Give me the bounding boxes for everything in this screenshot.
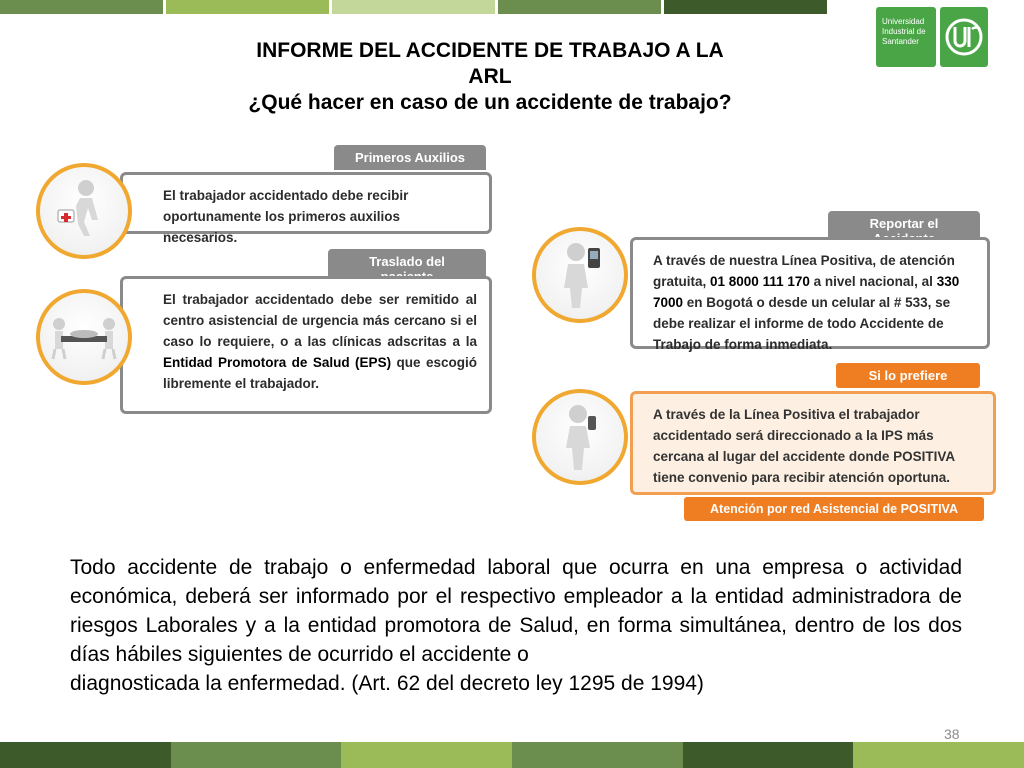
phone-number: 01 8000 111 170	[710, 274, 810, 289]
paragraph-text: diagnosticada la enfermedad. (Art. 62 del decreto ley 1295 de 1994)	[70, 672, 704, 695]
bottom-stripe	[0, 742, 1024, 768]
logo-mark-icon	[940, 7, 988, 67]
stripe-segment	[498, 0, 661, 14]
card-text: A través de la Línea Positiva el trabajador accidentado será direccionado a la IPS más cercana al lugar del accidente donde POSITIVA tiene convenio para recibir atención oportuna.	[653, 407, 955, 485]
logo-line: Santander	[882, 37, 919, 46]
card-text: A través de nuestra Línea Positiva, de atención gratuita,	[653, 253, 955, 289]
person-phone-figure-icon	[532, 389, 628, 485]
logo-line: Universidad	[882, 17, 925, 26]
accident-infographic	[28, 135, 998, 530]
stretcher-figure-icon	[36, 289, 132, 385]
stripe-segment	[0, 742, 171, 768]
logo-text	[876, 7, 936, 67]
phone-number: 330 7000	[653, 274, 960, 310]
title-subtitle: ¿Qué hacer en caso de un accidente de trabajo?	[248, 91, 732, 114]
paragraph-text: Todo accidente de trabajo o enfermedad laboral que ocurra en una empresa o actividad económica, deberá ser informado por el respectivo empleador a la entidad administradora de riesgos Laborales y a la entidad promotora de Salud, en forma simultánea, dentro de los dos días hábiles siguientes de ocurrido el accidente o	[70, 556, 962, 666]
tab-primeros-auxilios: Primeros Auxilios	[334, 145, 486, 170]
card-text: en Bogotá o desde un celular al # 533, se debe realizar el informe de todo Accidente de Trabajo de forma inmediata.	[653, 295, 951, 352]
card-si-lo-prefiere	[630, 391, 996, 495]
card-text-bold: Entidad Promotora de Salud (EPS)	[163, 355, 392, 370]
tab-traslado-paciente: Traslado del	[328, 249, 486, 289]
first-aid-figure-icon	[36, 163, 132, 259]
card-text: que escogió libremente el trabajador.	[163, 355, 477, 391]
phone-figure-icon	[532, 227, 628, 323]
tab-reportar-accidente: Reportar el	[828, 211, 980, 251]
logo-line: Industrial de	[882, 27, 926, 36]
top-stripe	[0, 0, 830, 14]
stripe-segment	[664, 0, 827, 14]
stripe-segment	[0, 0, 163, 14]
stripe-segment	[166, 0, 329, 14]
card-text: El trabajador accidentado debe ser remitido al centro asistencial de urgencia más cercano si el caso lo requiere, o a las clínicas adscritas a la	[163, 292, 477, 349]
slide-title	[150, 38, 830, 116]
stripe-segment	[171, 742, 342, 768]
card-text: a nivel nacional, al	[809, 274, 937, 289]
footer-atencion-red: Atención por red Asistencial de POSITIVA	[684, 497, 984, 521]
uis-logo	[876, 7, 988, 67]
card-text: El trabajador accidentado debe recibir oportunamente los primeros auxilios necesarios.	[163, 188, 409, 245]
card-reportar-accidente	[630, 237, 990, 352]
title-line: ARL	[468, 65, 512, 88]
card-primeros-auxilios	[120, 172, 492, 245]
tab-si-lo-prefiere: Si lo prefiere	[836, 363, 980, 388]
page-number: 38	[944, 726, 960, 742]
stripe-segment	[853, 742, 1024, 768]
stripe-segment	[332, 0, 495, 14]
stripe-segment	[683, 742, 854, 768]
stripe-segment	[512, 742, 683, 768]
title-line: INFORME DEL ACCIDENTE DE TRABAJO A LA	[256, 39, 724, 62]
body-paragraph	[70, 553, 962, 698]
stripe-segment	[341, 742, 512, 768]
card-traslado-paciente	[120, 276, 492, 414]
